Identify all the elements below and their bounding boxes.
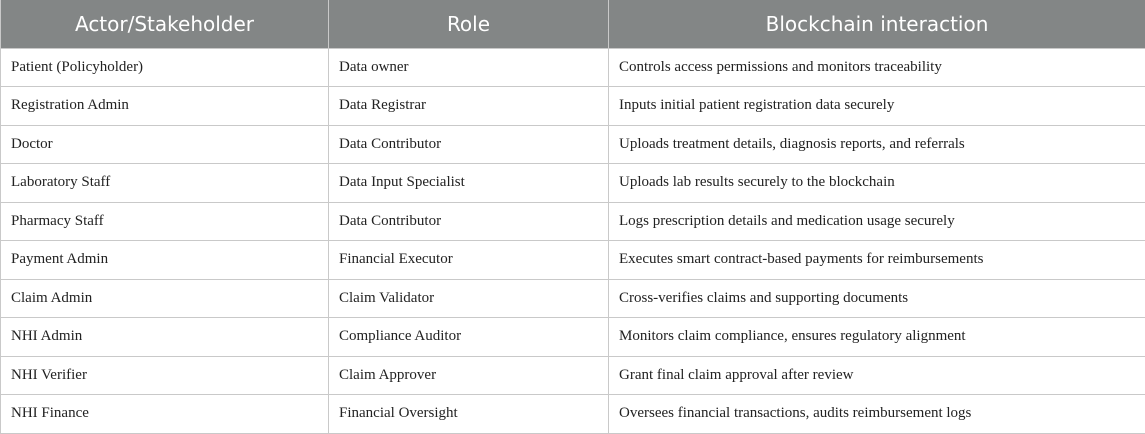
cell-role: Data Registrar bbox=[329, 87, 609, 126]
cell-actor: Laboratory Staff bbox=[1, 164, 329, 203]
cell-role: Data Input Specialist bbox=[329, 164, 609, 203]
cell-interaction: Inputs initial patient registration data securely bbox=[609, 87, 1145, 126]
table-row bbox=[1, 87, 1145, 126]
cell-interaction: Grant final claim approval after review bbox=[609, 356, 1145, 395]
cell-interaction: Uploads treatment details, diagnosis reports, and referrals bbox=[609, 125, 1145, 164]
cell-actor: Pharmacy Staff bbox=[1, 202, 329, 241]
cell-interaction: Controls access permissions and monitors traceability bbox=[609, 48, 1145, 87]
table-row bbox=[1, 164, 1145, 203]
cell-role: Data Contributor bbox=[329, 202, 609, 241]
table-row bbox=[1, 202, 1145, 241]
cell-interaction: Monitors claim compliance, ensures regulatory alignment bbox=[609, 318, 1145, 357]
column-header-blockchain-interaction: Blockchain interaction bbox=[609, 0, 1145, 48]
table-row bbox=[1, 318, 1145, 357]
table-row bbox=[1, 279, 1145, 318]
cell-interaction: Oversees financial transactions, audits reimbursement logs bbox=[609, 395, 1145, 434]
cell-role: Data owner bbox=[329, 48, 609, 87]
table-row bbox=[1, 125, 1145, 164]
cell-role: Financial Executor bbox=[329, 241, 609, 280]
cell-interaction: Executes smart contract-based payments for reimbursements bbox=[609, 241, 1145, 280]
cell-role: Financial Oversight bbox=[329, 395, 609, 434]
cell-role: Claim Approver bbox=[329, 356, 609, 395]
cell-actor: Payment Admin bbox=[1, 241, 329, 280]
table-row bbox=[1, 48, 1145, 87]
cell-actor: Registration Admin bbox=[1, 87, 329, 126]
cell-role: Data Contributor bbox=[329, 125, 609, 164]
column-header-actor: Actor/Stakeholder bbox=[1, 0, 329, 48]
table-row bbox=[1, 241, 1145, 280]
cell-actor: NHI Finance bbox=[1, 395, 329, 434]
cell-actor: Doctor bbox=[1, 125, 329, 164]
table-header-row bbox=[1, 0, 1145, 48]
cell-actor: Patient (Policyholder) bbox=[1, 48, 329, 87]
table-row bbox=[1, 395, 1145, 434]
column-header-role: Role bbox=[329, 0, 609, 48]
cell-role: Claim Validator bbox=[329, 279, 609, 318]
cell-interaction: Logs prescription details and medication usage securely bbox=[609, 202, 1145, 241]
table-row bbox=[1, 356, 1145, 395]
cell-actor: Claim Admin bbox=[1, 279, 329, 318]
cell-role: Compliance Auditor bbox=[329, 318, 609, 357]
cell-interaction: Uploads lab results securely to the blockchain bbox=[609, 164, 1145, 203]
cell-actor: NHI Admin bbox=[1, 318, 329, 357]
cell-actor: NHI Verifier bbox=[1, 356, 329, 395]
cell-interaction: Cross-verifies claims and supporting documents bbox=[609, 279, 1145, 318]
